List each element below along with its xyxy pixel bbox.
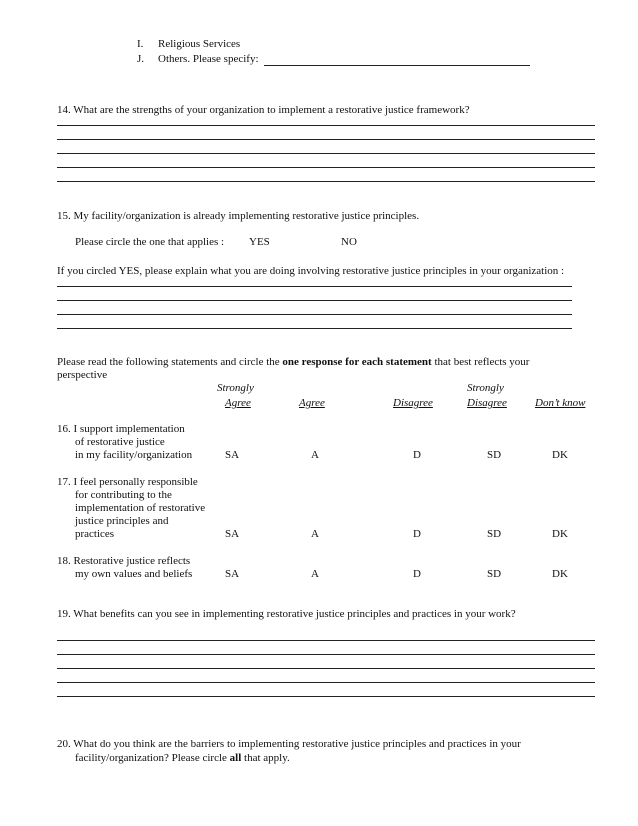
list-item-others-specify: Others. Please specify: [158, 53, 259, 65]
list-marker-i: I. [137, 38, 144, 50]
answer-line[interactable] [57, 682, 595, 683]
answer-line[interactable] [57, 153, 595, 154]
choice-sa[interactable]: SA [224, 568, 240, 580]
answer-line[interactable] [57, 668, 595, 669]
header-strongly-disagree-top: Strongly [467, 382, 504, 394]
header-dont-know: Don’t know [535, 397, 586, 409]
question-20: 20. What do you think are the barriers to implementing restorative justice principles and practices in your [57, 738, 521, 750]
header-strongly-disagree: Disagree [467, 397, 507, 409]
answer-line[interactable] [57, 181, 595, 182]
answer-line[interactable] [57, 139, 595, 140]
list-marker-j: J. [137, 53, 145, 65]
answer-line[interactable] [57, 286, 572, 287]
likert-intro-line2: perspective [57, 369, 108, 381]
answer-line[interactable] [57, 654, 595, 655]
others-specify-answer-line[interactable] [264, 65, 530, 66]
header-disagree: Disagree [393, 397, 433, 409]
choice-a[interactable]: A [311, 528, 319, 540]
yes-option[interactable]: YES [249, 236, 270, 248]
answer-line[interactable] [57, 125, 595, 126]
choice-sa[interactable]: SA [224, 528, 240, 540]
statement-16-line: in my facility/organization [75, 449, 193, 461]
statement-16-line: 16. I support implementation [57, 423, 185, 435]
question-15-followup: If you circled YES, please explain what you are doing involving restorative justice principles in your organization : [57, 265, 565, 277]
choice-dk[interactable]: DK [552, 528, 568, 540]
header-strongly-agree-top: Strongly [217, 382, 254, 394]
choice-a[interactable]: A [311, 568, 319, 580]
list-item-religious-services: Religious Services [158, 38, 241, 50]
answer-line[interactable] [57, 696, 595, 697]
choice-sd[interactable]: SD [486, 568, 502, 580]
choice-sd[interactable]: SD [486, 528, 502, 540]
circle-instruction: Please circle the one that applies : [75, 236, 225, 248]
answer-line[interactable] [57, 167, 595, 168]
choice-a[interactable]: A [311, 449, 319, 461]
choice-d[interactable]: D [413, 568, 421, 580]
choice-sa[interactable]: SA [224, 449, 240, 461]
answer-line[interactable] [57, 328, 572, 329]
statement-16-line: of restorative justice [75, 436, 165, 448]
answer-line[interactable] [57, 300, 572, 301]
choice-dk[interactable]: DK [552, 449, 568, 461]
answer-line[interactable] [57, 640, 595, 641]
statement-17-line: practices [75, 528, 115, 540]
statement-18-line: my own values and beliefs [75, 568, 193, 580]
no-option[interactable]: NO [341, 236, 357, 248]
question-15: 15. My facility/organization is already implementing restorative justice principles. [57, 210, 420, 222]
question-20-line2: facility/organization? Please circle all that apply. [75, 752, 290, 764]
header-agree: Agree [299, 397, 325, 409]
header-strongly-agree: Agree [225, 397, 251, 409]
answer-line[interactable] [57, 314, 572, 315]
likert-intro: Please read the following statements and circle the one response for each statement that best reflects your [57, 356, 530, 368]
choice-sd[interactable]: SD [486, 449, 502, 461]
question-19: 19. What benefits can you see in implementing restorative justice principles and practices in your work? [57, 608, 516, 620]
statement-17-line: justice principles and [75, 515, 169, 527]
choice-d[interactable]: D [413, 528, 421, 540]
statement-17-line: implementation of restorative [75, 502, 206, 514]
statement-18-line: 18. Restorative justice reflects [57, 555, 191, 567]
statement-17-line: 17. I feel personally responsible [57, 476, 198, 488]
question-14: 14. What are the strengths of your organization to implement a restorative justice framework? [57, 104, 470, 116]
choice-d[interactable]: D [413, 449, 421, 461]
choice-dk[interactable]: DK [552, 568, 568, 580]
statement-17-line: for contributing to the [75, 489, 172, 501]
